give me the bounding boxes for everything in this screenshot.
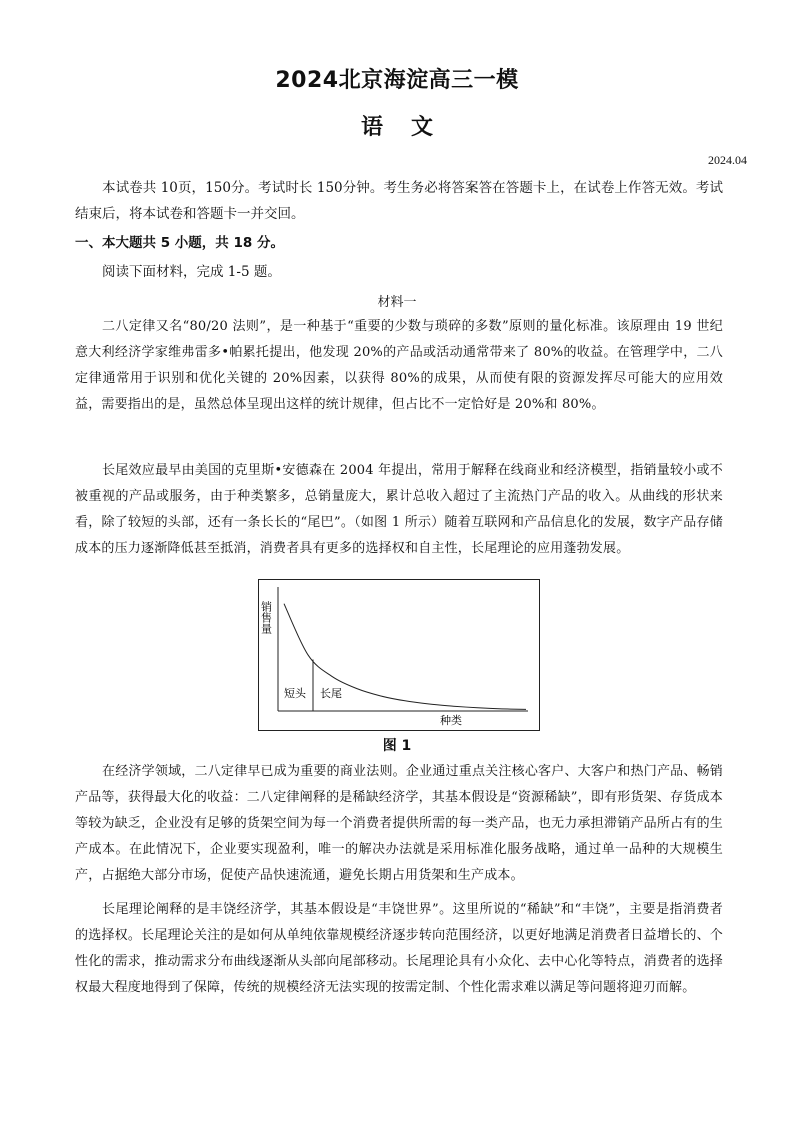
y-axis-label: 销售量 xyxy=(259,601,273,634)
exam-title: 2024北京海淀高三一模 xyxy=(275,68,519,93)
subject-title: 语文 xyxy=(360,115,461,140)
material-paragraph-2: 长尾效应最早由美国的克里斯•安德森在 2004 年提出，常用于解释在线商业和经济模型，指销量较小或不被重视的产品或服务，由于种类繁多，总销量庞大，累计总收入超过了主流热门产品的收入。从曲线的形状来看，除了较短的头部，还有一条长长的“尾巴”。（如图 1 所示）随着互联网和产品信息化的发展，数字产品存储成本的压力逐渐降低甚至抵消，消费者具有更多的选择权和自主性，长尾理论的应用蓬勃发展。 xyxy=(75,463,723,556)
reading-instruction: 阅读下面材料，完成 1-5 题。 xyxy=(102,264,281,280)
material-paragraph-4: 长尾理论阐释的是丰饶经济学，其基本假设是“丰饶世界”。这里所说的“稀缺”和“丰饶”，主要是指消费者的选择权。长尾理论关注的是如何从单纯依靠规模经济逐步转向范围经济，以更好地满足消费者日益增长的、个性化的需求，推动需求分布曲线逐渐从头部向尾部移动。长尾理论具有小众化、去中心化等特点，消费者的选择权最大程度地得到了保障，传统的规模经济无法实现的按需定制、个性化需求难以满足等问题将迎刃而解。 xyxy=(75,902,723,995)
exam-date: 2024.04 xyxy=(708,153,747,167)
material-title: 材料一 xyxy=(377,295,417,310)
exam-notice: 本试卷共 10页，150分。考试时长 150分钟。考生务必将答案答在答题卡上，在试卷上作答无效。考试结束后，将本试卷和答题卡一并交回。 xyxy=(75,180,723,222)
section-heading: 一、本大题共 5 小题，共 18 分。 xyxy=(75,235,284,251)
chart-svg xyxy=(258,579,540,731)
material-paragraph-3: 在经济学领域，二八定律早已成为重要的商业法则。企业通过重点关注核心客户、大客户和热门产品、畅销产品等，获得最大化的收益：二八定律阐释的是稀缺经济学，其基本假设是“资源稀缺”，即有形货架、存货成本等较为缺乏，企业没有足够的货架空间为每一个消费者提供所需的每一类产品，也无力承担滞销产品所占有的生产成本。在此情况下，企业要实现盈利，唯一的解决办法就是采用标准化服务战略，通过单一品种的大规模生产，占据绝大部分市场，促使产品快速流通，避免长期占用货架和生产成本。 xyxy=(75,764,723,883)
figure-caption: 图 1 xyxy=(382,738,412,754)
long-tail-chart xyxy=(258,579,540,731)
region-label-tail: 长尾 xyxy=(320,687,342,700)
x-axis-label: 种类 xyxy=(440,714,462,727)
chart-frame xyxy=(259,580,540,731)
region-label-head: 短头 xyxy=(284,687,306,700)
material-paragraph-1: 二八定律又名“80/20 法则”，是一种基于“重要的少数与琐碎的多数”原则的量化标准。该原理由 19 世纪意大利经济学家维弗雷多•帕累托提出，他发现 20%的产品或活动通常带来了 80%的收益。在管理学中，二八定律通常用于识别和优化关键的 20%因素，以获得 80%的成果，从而使有限的资源发挥尽可能大的应用效益，需要指出的是，虽然总体呈现出这样的统计规律，但占比不一定恰好是 20%和 80%。 xyxy=(75,319,723,412)
